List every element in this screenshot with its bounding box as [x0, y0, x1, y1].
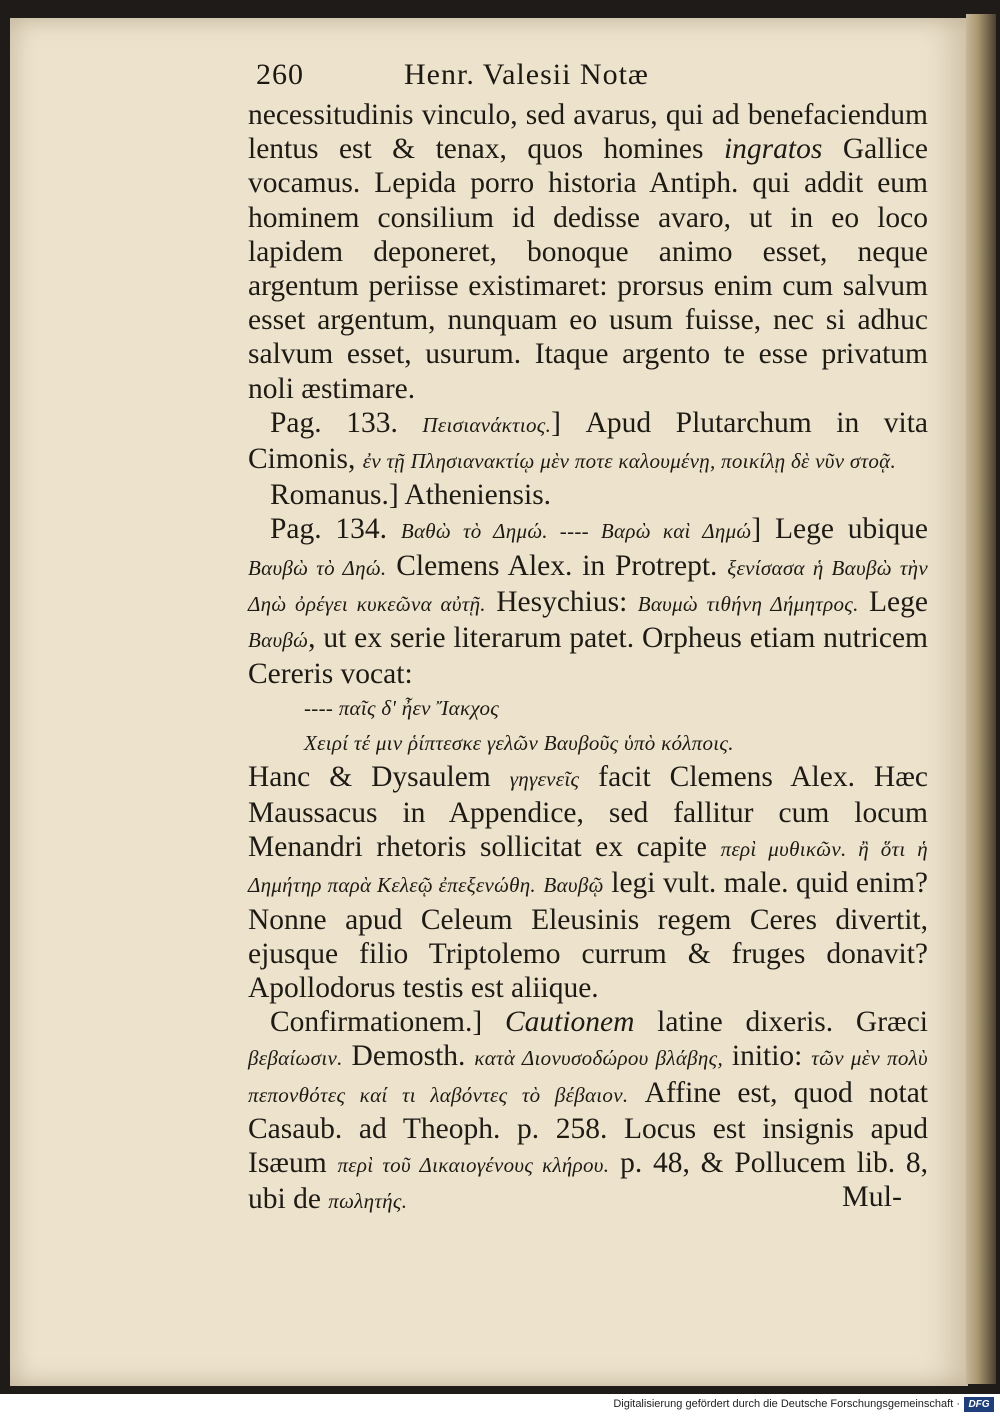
text-span: facit Clemens Alex. Hæc Maussacus in Appendice, sed fallitur cum locum Menandri rhetoris sollicitat ex capite [248, 760, 928, 864]
italic-word: ingratos [723, 133, 823, 166]
text-span: Pag. 134. [270, 513, 401, 546]
greek-text: βεβαίωσιν. [248, 1046, 343, 1071]
greek-text: Πεισιανάκτιος. [422, 412, 552, 437]
running-title: Henr. Valesii Notæ [404, 58, 649, 91]
text-span: Affine est, quod notat Casaub. ad Theoph. p. 258. Locus est insignis apud Isæum [248, 1076, 928, 1180]
text-span: Gallice vocamus. Lepida porro historia Antiph. qui addit eum hominem consilium id dedisse avaro, ut in eo loco lapidem deponeret, bonoque animo esset, neque argentum periisse existimaret: prorsus enim cum salvum esset argentum, nunquam eo usum fuisse, nec si adhuc salvum esset, usurum. Itaque argento te esse privatum noli æstimare. [248, 133, 928, 405]
text-span: initio: [723, 1040, 812, 1073]
greek-text: Βαθὼ τὸ Δημώ. ---- Βαρὼ καὶ Δημώ [400, 519, 752, 544]
greek-text: περὶ μυθικῶν. ἢ ὅτι ἡ Δημήτηρ παρὰ Κελεῷ ἐπεξενώθη. [248, 837, 928, 898]
greek-text: πωλητής. [328, 1189, 408, 1214]
greek-text: Βαυβῷ [543, 873, 604, 898]
page-body [248, 98, 928, 1219]
footer-credit: Digitalisierung gefördert durch die Deutsche Forschungsgemeinschaft · [613, 1398, 960, 1410]
greek-text: Βαυβὼ τὸ Δηώ. [248, 555, 387, 580]
text-span: Pag. 133. [270, 406, 423, 439]
text-span: ] Apud Plutarchum in vita Cimonis, [248, 406, 928, 476]
digitization-footer [0, 1394, 1000, 1416]
text-span: Clemens Alex. in Protrept. [386, 549, 728, 582]
text-span: legi vult. male. quid enim? Nonne apud Celeum Eleusinis regem Ceres divertit, ejusque filio Triptolemo currum & fruges donavit? Apollodorus testis est aliique. [248, 867, 929, 1005]
greek-text: περὶ τοῦ Δικαιογένους κλήρου. [337, 1153, 610, 1178]
text-span: Confirmationem.] [270, 1006, 505, 1039]
greek-text: Βαυβώ [248, 628, 309, 653]
paragraph-pag-133 [248, 406, 928, 478]
running-header [256, 58, 926, 102]
text-span: p. 48, & Pollucem lib. 8, ubi de [248, 1147, 929, 1216]
text-span: Hesychius: [485, 585, 638, 618]
verse-line-1 [248, 691, 928, 725]
verse-line-2 [248, 726, 928, 760]
greek-text: ξενίσασα ἡ Βαυβὼ τὴν Δηὼ ὀρέγει κυκεῶνα αὐτῇ. [248, 555, 928, 616]
greek-text: Βαυμὼ τιθήνη Δήμητρος. [637, 591, 859, 616]
page-edge [966, 14, 996, 1384]
greek-text: γηγενεῖς [509, 766, 580, 791]
text-span: ] Lege ubique [751, 513, 928, 546]
text-span: Hanc & Dysaulem [248, 760, 510, 793]
catchword: Mul- [842, 1180, 902, 1213]
text-span: Demosth. [342, 1040, 475, 1073]
text-span: Lege [858, 585, 928, 618]
greek-text: Χειρί τέ μιν ῥίπτεσκε γελῶν Βαυβοῦς ὑπὸ κόλποις. [304, 730, 734, 755]
text-span: latine dixeris. Græci [634, 1006, 928, 1039]
paragraph-romanus [248, 478, 928, 512]
text-span: , ut ex serie literarum patet. Orpheus etiam nutricem Cereris vocat: [248, 622, 928, 691]
greek-text: ἐν τῇ Πλησιανακτίῳ μὲν ποτε καλουμένῃ, ποικίλῃ δὲ νῦν στοᾷ. [362, 449, 897, 474]
italic-word: Cautionem [504, 1006, 635, 1039]
greek-text: ---- παῖς δ' ἦεν Ἴακχος [304, 696, 500, 721]
greek-text: τῶν μὲν πολὺ πεπονθότες καί τι λαβόντες τὸ βέβαιον. [248, 1046, 928, 1107]
paragraph-avarus [248, 98, 928, 406]
text-span: necessitudinis vinculo, sed avarus, qui ad benefaciendum lentus est & tenax, quos homines [248, 99, 928, 166]
paragraph-pag-134 [248, 512, 928, 691]
dfg-logo-icon: DFG [964, 1397, 994, 1412]
paragraph-hanc [248, 760, 928, 1005]
paragraph-confirmationem [248, 1005, 928, 1218]
text-span: Romanus.] Atheniensis. [270, 479, 552, 512]
greek-text: κατὰ Διονυσοδώρου βλάβης, [474, 1046, 723, 1071]
page-number: 260 [256, 58, 304, 91]
